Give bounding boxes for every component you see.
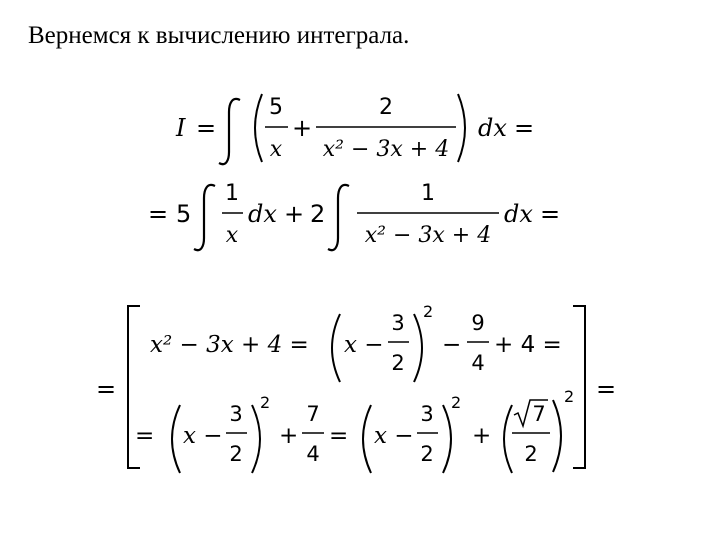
row2-right-paren-3 [553, 400, 561, 472]
row2-frac3-num: 3 [420, 402, 434, 426]
equals-sign: = [196, 114, 217, 142]
integral-sign-1 [194, 185, 215, 250]
row2-plus-2: + [472, 423, 492, 449]
row2-equals-mid: = [329, 423, 349, 449]
row2-frac4-den: 2 [524, 442, 538, 466]
frac2-denominator: x² − 3x + 4 [364, 223, 492, 248]
row2-frac3-den: 2 [420, 442, 434, 466]
row1-minus: − [442, 332, 462, 358]
row1-lhs: x² − 3x + 4 = [150, 332, 309, 358]
row2-plus-1: + [279, 423, 299, 449]
row2-left-paren-2 [363, 405, 371, 473]
row2-frac1-den: 2 [229, 442, 243, 466]
coefficient-5: 5 [176, 200, 192, 228]
frac1-denominator: x [225, 223, 239, 248]
outer-equals-left: = [96, 375, 117, 403]
plus-sign: + [292, 114, 313, 142]
row2-left-paren-3 [504, 405, 512, 473]
row1-x-minus: x − [344, 332, 384, 358]
right-paren [458, 94, 465, 162]
dx-term-1: dx [248, 200, 277, 228]
row2-right-paren-1 [252, 405, 260, 473]
equation-3 [96, 302, 616, 473]
row2-frac1-num: 3 [229, 402, 243, 426]
row1-frac1-num: 3 [391, 311, 405, 335]
equals-sign: = [148, 200, 169, 228]
row2-exponent-3: 2 [564, 387, 575, 406]
coefficient-2: 2 [310, 200, 326, 228]
bracket-row-1 [150, 302, 562, 382]
frac2-numerator: 1 [421, 181, 435, 206]
row2-frac2-num: 7 [306, 402, 320, 426]
frac2-numerator: 2 [379, 95, 393, 120]
row2-x-minus-1: x − [183, 423, 223, 449]
integral-symbol-i: I [176, 114, 186, 142]
frac1-numerator: 1 [225, 181, 239, 206]
row1-exponent: 2 [423, 302, 434, 321]
frac2-denominator: x² − 3x + 4 [322, 137, 450, 162]
row1-right-paren [414, 314, 422, 382]
dx-term: dx [478, 114, 507, 142]
row1-tail: + 4 = [494, 332, 562, 358]
row2-equals: = [135, 423, 155, 449]
equation-1 [175, 94, 534, 164]
row2-exponent-1: 2 [260, 393, 271, 412]
equals-sign-end: = [514, 114, 535, 142]
right-bracket [573, 306, 585, 468]
row2-sqrt-value: 7 [532, 402, 546, 426]
frac1-denominator: x [269, 137, 283, 162]
equals-sign-end: = [540, 200, 561, 228]
slide-title: Вернемся к вычислению интеграла. [28, 22, 410, 49]
frac1-numerator: 5 [269, 95, 283, 120]
dx-term-2: dx [504, 200, 533, 228]
row2-frac2-den: 4 [306, 442, 320, 466]
row1-frac2-den: 4 [471, 351, 485, 375]
row1-frac2-num: 9 [471, 311, 485, 335]
row1-frac1-den: 2 [391, 351, 405, 375]
bracket-row-2 [135, 387, 574, 473]
integral-sign [219, 99, 240, 164]
row2-left-paren-1 [172, 405, 180, 473]
row1-left-paren [332, 314, 340, 382]
integral-sign-2 [328, 185, 349, 250]
outer-equals-right: = [596, 375, 617, 403]
equation-2 [148, 181, 560, 250]
row2-x-minus-2: x − [374, 423, 414, 449]
left-paren [255, 94, 262, 162]
row2-exponent-2: 2 [451, 393, 462, 412]
plus-sign: + [284, 200, 305, 228]
row2-right-paren-2 [443, 405, 451, 473]
